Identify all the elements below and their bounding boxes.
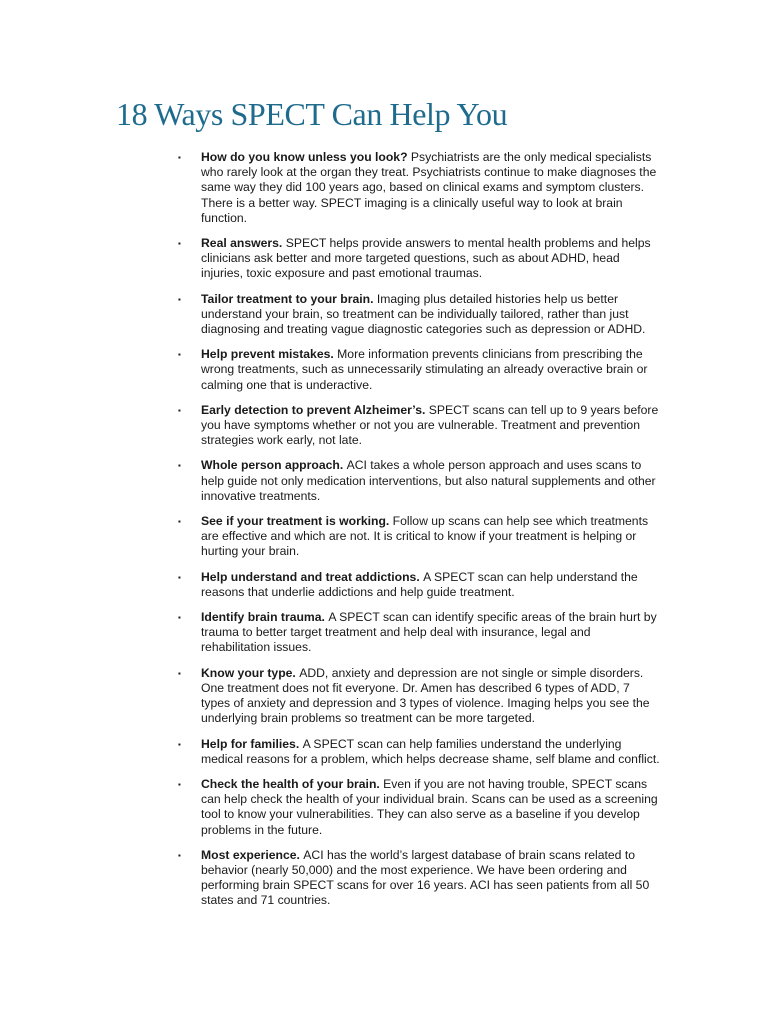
bullet-icon: ▪ [178, 405, 181, 415]
item-text: Follow up scans can help see which treatments are effective and which are not. It is critical to know if your treatment is helping or hurting your brain. [201, 514, 649, 559]
list-item [176, 514, 661, 560]
item-heading: Whole person approach. [201, 458, 347, 473]
item-text: ADD, anxiety and depression are not single or simple disorders. One treatment does not fit everyone. Dr. Amen has described 6 types of ADD, 7 types of anxiety and depression and 3 types of violence. Imaging helps you see the underlying brain problems so treatment can be more targeted. [201, 665, 650, 726]
item-text: Even if you are not having trouble, SPECT scans can help check the health of your individual brain. Scans can be used as a screening tool to know your vulnerabilities. They can also serve as a baseline if you develop problems in the future. [201, 776, 658, 837]
item-heading: Most experience. [201, 847, 304, 862]
bullet-icon: ▪ [178, 779, 181, 789]
list-item [176, 150, 661, 226]
item-text: More information prevents clinicians from prescribing the wrong treatments, such as unnecessarily stimulating an already overactive brain or calming one that is underactive. [201, 347, 648, 392]
bullet-icon: ▪ [178, 739, 181, 749]
bullet-icon: ▪ [178, 850, 181, 860]
bullet-icon: ▪ [178, 239, 181, 249]
item-heading: Real answers. [201, 236, 286, 251]
item-heading: Help understand and treat addictions. [201, 569, 424, 584]
item-text: SPECT scans can tell up to 9 years before you have symptoms whether or not you are vulnerable. Treatment and prevention strategies work early, not late. [201, 402, 659, 448]
list-item [176, 666, 661, 727]
list-item [176, 292, 661, 338]
list-item [176, 777, 661, 838]
item-heading: Identify brain trauma. [201, 610, 329, 625]
list-item [176, 737, 661, 767]
bullet-icon: ▪ [178, 668, 181, 678]
item-text: ACI takes a whole person approach and uses scans to help guide not only medication interventions, but also natural supplements and other innovative treatments. [201, 458, 656, 503]
item-heading: Help prevent mistakes. [201, 347, 338, 362]
page-title: 18 Ways SPECT Can Help You [116, 96, 508, 132]
bullet-icon: ▪ [178, 572, 181, 582]
item-text: Psychiatrists are the only medical specialists who rarely look at the organ they treat. Psychiatrists continue to make diagnoses the same way they did 100 years ago, based on clinical exams and symptom clusters. There is a better way. SPECT imaging is a clinically useful way to look at brain function. [201, 150, 657, 225]
bullet-icon: ▪ [178, 613, 181, 623]
item-text: Imaging plus detailed histories help us better understand your brain, so treatment can be individually tailored, rather than just diagnosing and treating vague diagnostic categories such as depression or ADHD. [201, 291, 646, 337]
item-text: SPECT helps provide answers to mental health problems and helps clinicians ask better and more targeted questions, such as about ADHD, head injuries, toxic exposure and past emotional traumas. [201, 236, 651, 281]
list-item [176, 458, 661, 504]
item-heading: Early detection to prevent Alzheimer’s. [201, 402, 429, 417]
bullet-icon: ▪ [178, 517, 181, 527]
benefits-list [176, 150, 661, 919]
item-text: A SPECT scan can help families understand the underlying medical reasons for a problem, which helps decrease shame, self blame and conflict. [201, 736, 660, 766]
bullet-icon: ▪ [178, 294, 181, 304]
list-item [176, 848, 661, 909]
list-item [176, 347, 661, 393]
item-text: A SPECT scan can identify specific areas of the brain hurt by trauma to better target treatment and help deal with insurance, legal and rehabilitation issues. [201, 610, 657, 655]
item-text: ACI has the world’s largest database of brain scans related to behavior (nearly 50,000) and the most experience. We have been ordering and performing brain SPECT scans for over 16 years. ACI has seen patients from all 50 states and 71 countries. [201, 847, 650, 908]
item-heading: How do you know unless you look? [201, 150, 411, 164]
bullet-icon: ▪ [178, 153, 181, 162]
item-heading: See if your treatment is working. [201, 514, 393, 529]
item-heading: Know your type. [201, 665, 300, 680]
bullet-icon: ▪ [178, 461, 181, 471]
item-heading: Check the health of your brain. [201, 776, 384, 791]
item-heading: Tailor treatment to your brain. [201, 291, 377, 306]
list-item [176, 236, 661, 282]
list-item [176, 610, 661, 656]
item-text: A SPECT scan can help understand the reasons that underlie addictions and help guide treatment. [201, 569, 638, 599]
list-item [176, 570, 661, 600]
list-item [176, 403, 661, 449]
item-heading: Help for families. [201, 736, 303, 751]
bullet-icon: ▪ [178, 350, 181, 360]
